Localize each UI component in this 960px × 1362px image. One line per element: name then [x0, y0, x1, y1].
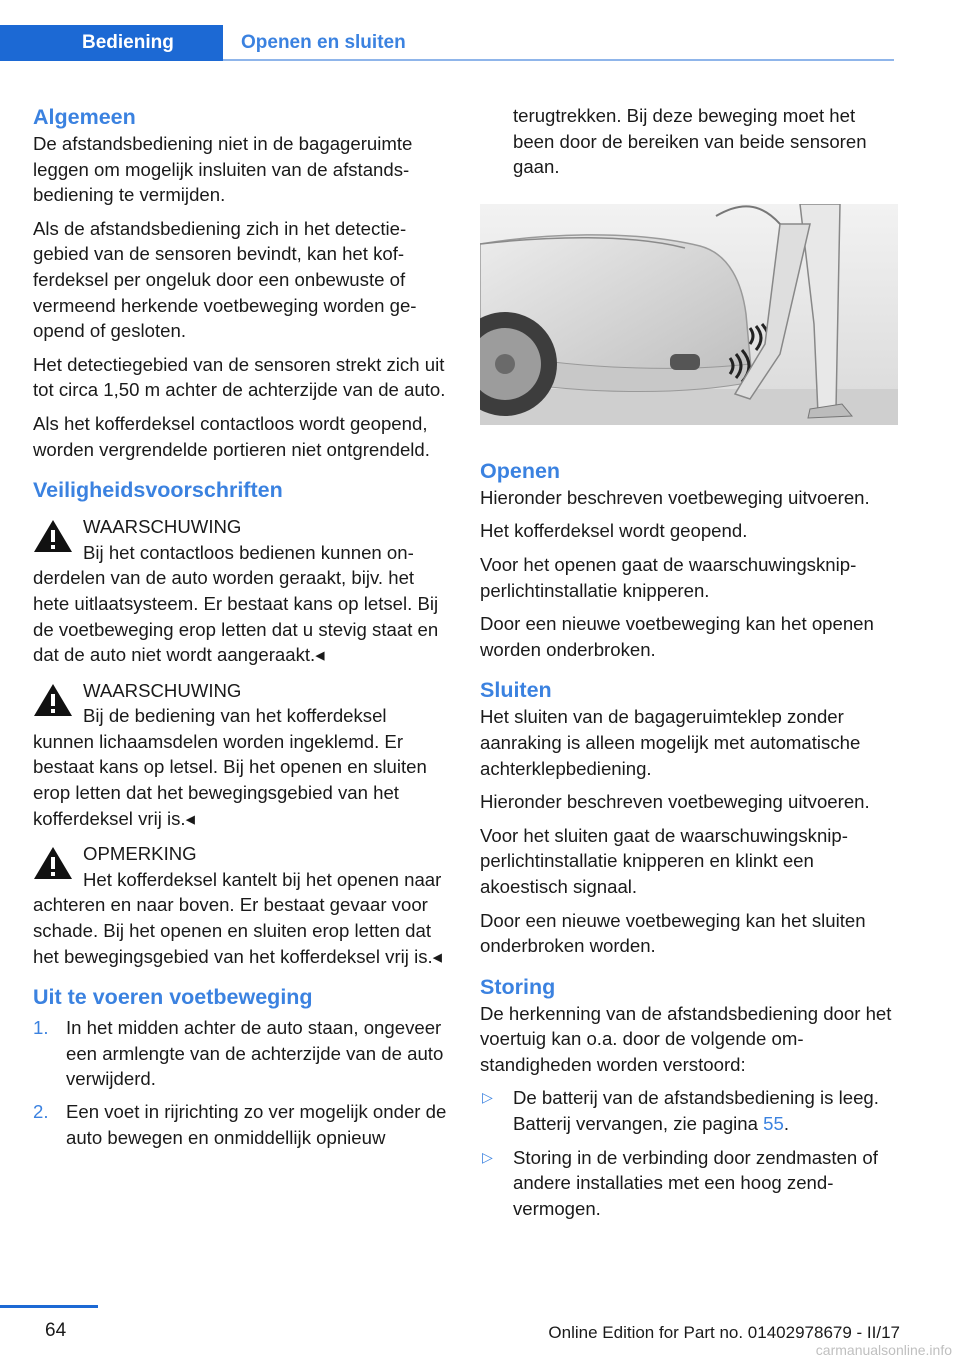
section-uitvoeren	[33, 983, 448, 1150]
section-algemeen	[33, 103, 448, 462]
section-sluiten	[480, 676, 900, 958]
edition-text: Online Edition for Part no. 01402978679 - II/17	[548, 1323, 900, 1342]
notice-text: Bij de bediening van het kofferdeksel kunnen lichaamsdelen worden ingeklemd. Er bestaat kans op letsel. Bij het openen en sluiten erop letten dat het bewegingsgebied van het kofferdeksel vrij is.◂	[33, 705, 427, 829]
list-item	[33, 1015, 448, 1092]
header-divider	[223, 59, 894, 61]
tab-openen-en-sluiten[interactable]: Openen en sluiten	[241, 32, 406, 53]
paragraph: Het detectiegebied van de sensoren strekt zich uit tot circa 1,50 m achter de achterzijde van de auto.	[33, 353, 446, 401]
list-item	[480, 1085, 900, 1136]
bullet-text: De batterij van de afstandsbediening is leeg. Batterij vervangen, zie pagina	[513, 1087, 879, 1135]
paragraph: Als de afstandsbediening zich in het detectiegebied van de sensoren bevindt, kan het kofferdeksel per ongeluk door een onbewuste of vermeend herkende voetbeweging worden geopend of gesloten.	[33, 217, 417, 342]
note-notice	[33, 841, 448, 969]
watermark: carmanualsonline.info	[815, 1342, 952, 1358]
list-item	[480, 1145, 900, 1222]
warning-triangle-icon	[33, 846, 73, 880]
paragraph: Als het kofferdeksel contactloos wordt geopend, worden vergrendelde portieren niet ontgrendeld.	[33, 412, 430, 460]
car-rear-foot-image	[480, 204, 898, 425]
warning-notice	[33, 678, 448, 832]
notice-text: Bij het contactloos bedienen kunnen onderdelen van de auto worden geraakt, bijv. het hete uitlaatsysteem. Er bestaat kans op letsel. Bij de voetbeweging erop letten dat u stevig staat en dat de auto niet wordt aangeraakt.◂	[33, 541, 439, 666]
section-title-veiligheid: Veiligheidsvoorschriften	[33, 478, 283, 503]
section-title-sluiten: Sluiten	[480, 678, 552, 703]
notice-heading: OPMERKING	[83, 843, 197, 865]
paragraph: Door een nieuwe voetbeweging kan het sluiten onderbroken worden.	[480, 909, 866, 957]
left-column	[33, 103, 448, 1157]
steps-list	[33, 1015, 448, 1150]
footer-divider	[0, 1305, 98, 1308]
warning-triangle-icon	[33, 683, 73, 717]
right-column	[480, 103, 900, 1229]
list-item	[33, 1099, 448, 1150]
paragraph: De herkenning van de afstandsbediening door het voertuig kan o.a. door de volgende omstandigheden worden verstoord:	[480, 1002, 892, 1075]
step-number: 2.	[33, 1101, 49, 1122]
page-number: 64	[45, 1320, 67, 1341]
section-title-storing: Storing	[480, 974, 556, 999]
section-veiligheid	[33, 476, 448, 969]
triangle-bullet-icon: ▷	[482, 1148, 493, 1165]
notice-text: Het kofferdeksel kantelt bij het openen naar achteren en naar boven. Er bestaat gevaar voor schade. Bij het openen en sluiten erop letten dat het bewegingsgebied van het kofferdeksel vrij is.◂	[33, 868, 442, 967]
paragraph: Voor het sluiten gaat de waarschuwingsknipperlichtinstallatie knipperen en klinkt een akoestisch signaal.	[480, 824, 848, 897]
triangle-bullet-icon: ▷	[482, 1089, 493, 1106]
warning-triangle-icon	[33, 519, 73, 553]
paragraph: De afstandsbediening niet in de bagageruimte leggen om mogelijk insluiten van de afstandsbediening te vermijden.	[33, 133, 413, 206]
bullet-text-end: .	[783, 1113, 789, 1135]
section-openen	[480, 457, 900, 663]
section-title-algemeen: Algemeen	[33, 105, 136, 129]
section-title-uitvoeren: Uit te voeren voetbeweging	[33, 985, 313, 1010]
paragraph-continuation: terugtrekken. Bij deze beweging moet het been door de bereiken van beide sensoren gaan.	[513, 105, 867, 178]
paragraph: Hieronder beschreven voetbeweging uitvoeren.	[480, 486, 870, 508]
bullet-list	[480, 1085, 900, 1221]
bullet-text: Storing in de verbinding door zendmasten of andere installaties met een hoog zendvermogen.	[513, 1146, 878, 1219]
illustration-foot-gesture	[480, 204, 898, 425]
paragraph: Voor het openen gaat de waarschuwingsknipperlichtinstallatie knipperen.	[480, 553, 857, 601]
page-header	[0, 0, 894, 62]
section-title-openen: Openen	[480, 458, 561, 483]
paragraph: Door een nieuwe voetbeweging kan het openen worden onderbroken.	[480, 613, 874, 660]
notice-heading: WAARSCHUWING	[83, 516, 242, 538]
paragraph: Het sluiten van de bagageruimteklep zonder aanraking is alleen mogelijk met automatische achterklepbediening.	[480, 706, 861, 779]
paragraph: Het kofferdeksel wordt geopend.	[480, 520, 748, 542]
section-storing	[480, 973, 900, 1222]
tab-bediening[interactable]: Bediening	[0, 25, 223, 61]
page-link[interactable]: 55	[763, 1113, 784, 1135]
warning-notice	[33, 514, 448, 668]
notice-heading: WAARSCHUWING	[83, 679, 242, 701]
step-text: In het midden achter de auto staan, ongeveer een armlengte van de achterzijde van de auto verwijderd.	[66, 1017, 444, 1090]
step-number: 1.	[33, 1017, 49, 1039]
paragraph: Hieronder beschreven voetbeweging uitvoeren.	[480, 791, 870, 813]
step-text: Een voet in rijrichting zo ver mogelijk onder de auto bewegen en onmiddellijk opnieuw	[66, 1101, 447, 1148]
